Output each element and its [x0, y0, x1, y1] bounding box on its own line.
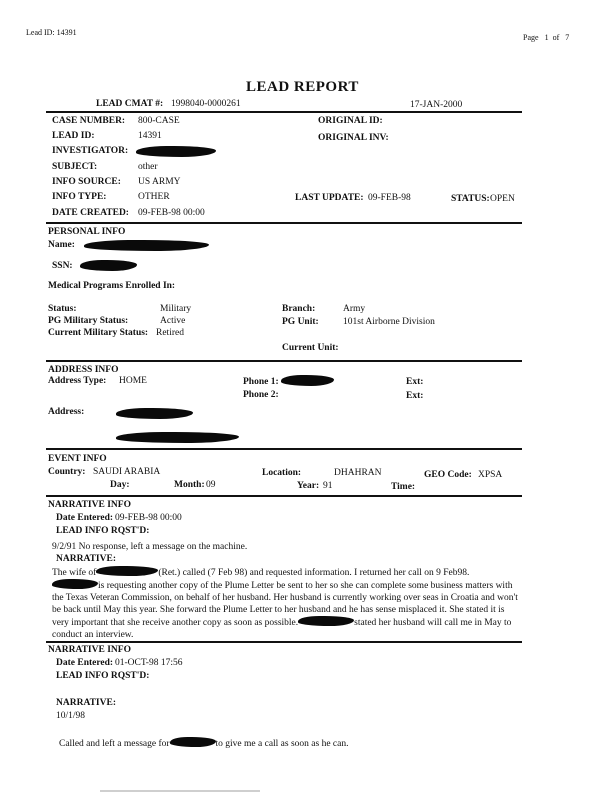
page-title: LEAD REPORT	[246, 79, 359, 95]
day-label: Day:	[110, 480, 130, 490]
address-info-heading: ADDRESS INFO	[48, 365, 119, 375]
pg-military-status-label: PG Military Status:	[48, 316, 129, 326]
lead-id-header: Lead ID: 14391	[26, 28, 77, 37]
country-label: Country:	[48, 467, 86, 477]
subject-value: other	[138, 162, 158, 172]
address-type-value: HOME	[119, 376, 147, 386]
country-value: SAUDI ARABIA	[93, 467, 161, 477]
date-created-value: 09-FEB-98 00:00	[138, 208, 205, 218]
lead-cmat-label: LEAD CMAT #:	[96, 99, 164, 109]
geo-code-value: XPSA	[478, 470, 503, 480]
rule-address	[46, 360, 522, 362]
personal-info-heading: PERSONAL INFO	[48, 227, 126, 237]
lead-cmat-value: 1998040-0000261	[171, 99, 241, 109]
lead-id-value: 14391	[138, 131, 162, 141]
narrative2-date-line: 10/1/98	[56, 711, 86, 721]
narrative1-redaction-3	[298, 616, 354, 626]
narrative2-body: Called and left a message for to give me a call as soon as he can.	[59, 739, 349, 749]
month-label: Month:	[174, 480, 205, 490]
narrative1-rqst-label: LEAD INFO RQST'D:	[56, 526, 150, 536]
lead-id-label: LEAD ID:	[52, 131, 95, 141]
month-value: 09	[206, 480, 216, 490]
pg-unit-label: PG Unit:	[282, 317, 319, 327]
pg-military-status-value: Active	[160, 316, 186, 326]
narrative1-heading: NARRATIVE INFO	[48, 500, 131, 510]
case-number-value: 800-CASE	[138, 116, 180, 126]
current-unit-label: Current Unit:	[282, 343, 339, 353]
report-date: 17-JAN-2000	[410, 100, 463, 110]
ext1-label: Ext:	[406, 377, 424, 387]
narrative1-redaction-1	[96, 566, 158, 576]
status-label: STATUS:	[451, 194, 490, 204]
last-update-label: LAST UPDATE:	[295, 193, 364, 203]
investigator-redaction	[136, 146, 216, 157]
geo-code-label: GEO Code:	[424, 470, 472, 480]
narrative1-rqst-text: 9/2/91 No response, left a message on the machine.	[52, 542, 248, 552]
narrative2-heading: NARRATIVE INFO	[48, 645, 131, 655]
address-label: Address:	[48, 407, 85, 417]
info-type-label: INFO TYPE:	[52, 192, 107, 202]
info-source-value: US ARMY	[138, 177, 181, 187]
narrative2-rqst-label: LEAD INFO RQST'D:	[56, 671, 150, 681]
page-indicator: Page 1 of 7	[523, 33, 570, 42]
year-label: Year:	[297, 481, 320, 491]
phone2-label: Phone 2:	[243, 390, 279, 400]
pg-unit-value: 101st Airborne Division	[343, 317, 435, 327]
narrative2-redaction	[170, 737, 216, 747]
rule-narrative	[46, 495, 522, 497]
branch-label: Branch:	[282, 304, 316, 314]
branch-value: Army	[343, 304, 366, 314]
year-value: 91	[323, 481, 333, 491]
narrative1-redaction-2	[52, 579, 98, 589]
ssn-redaction	[80, 260, 137, 271]
address-redaction-2	[116, 432, 239, 443]
name-label: Name:	[48, 240, 75, 250]
current-military-status-label: Current Military Status:	[48, 328, 149, 338]
info-type-value: OTHER	[138, 192, 170, 202]
time-label: Time:	[391, 482, 416, 492]
rule-personal	[46, 222, 522, 224]
status-value: OPEN	[490, 194, 515, 204]
narrative2-date-entered-label: Date Entered:	[56, 658, 114, 668]
narrative1-body: The wife of (Ret.) called (7 Feb 98) and requested information. I returned her call on 9 Feb98. is requesting another copy of the Plume Letter be sent to her so she can complete some business matters with the Texas Veteran Commission, on behalf of her husband. Her husband is currently working over seas in Croatia and won't be back until May this year. She forward the Plume Letter to her husband and he has sense misplaced it. She stated it is very important that she receive another copy as soon as possible. stated her husband will call me in May to conduct an interview.	[52, 568, 518, 641]
investigator-label: INVESTIGATOR:	[52, 146, 129, 156]
info-source-label: INFO SOURCE:	[52, 177, 121, 187]
rule-event	[46, 448, 522, 450]
address-type-label: Address Type:	[48, 376, 107, 386]
narrative2-narrative-label: NARRATIVE:	[56, 698, 116, 708]
phone1-label: Phone 1:	[243, 377, 279, 387]
medical-programs-label: Medical Programs Enrolled In:	[48, 281, 176, 291]
rule-narrative2	[46, 641, 522, 643]
military-status-label: Status:	[48, 304, 77, 314]
narrative1-narrative-label: NARRATIVE:	[56, 554, 116, 564]
original-inv-label: ORIGINAL INV:	[318, 133, 389, 143]
event-info-heading: EVENT INFO	[48, 454, 107, 464]
narrative1-date-entered-value: 09-FEB-98 00:00	[115, 513, 182, 523]
ssn-label: SSN:	[52, 261, 73, 271]
narrative1-date-entered-label: Date Entered:	[56, 513, 114, 523]
name-redaction	[84, 240, 209, 251]
subject-label: SUBJECT:	[52, 162, 98, 172]
original-id-label: ORIGINAL ID:	[318, 116, 383, 126]
narrative2-date-entered-value: 01-OCT-98 17:56	[115, 658, 183, 668]
ext2-label: Ext:	[406, 391, 424, 401]
case-number-label: CASE NUMBER:	[52, 116, 126, 126]
current-military-status-value: Retired	[156, 328, 184, 338]
address-redaction-1	[116, 408, 193, 419]
date-created-label: DATE CREATED:	[52, 208, 129, 218]
phone1-redaction	[281, 375, 334, 386]
military-status-value: Military	[160, 304, 192, 314]
rule-top	[46, 111, 522, 113]
last-update-value: 09-FEB-98	[368, 193, 411, 203]
location-value: DHAHRAN	[334, 468, 382, 478]
location-label: Location:	[262, 468, 302, 478]
